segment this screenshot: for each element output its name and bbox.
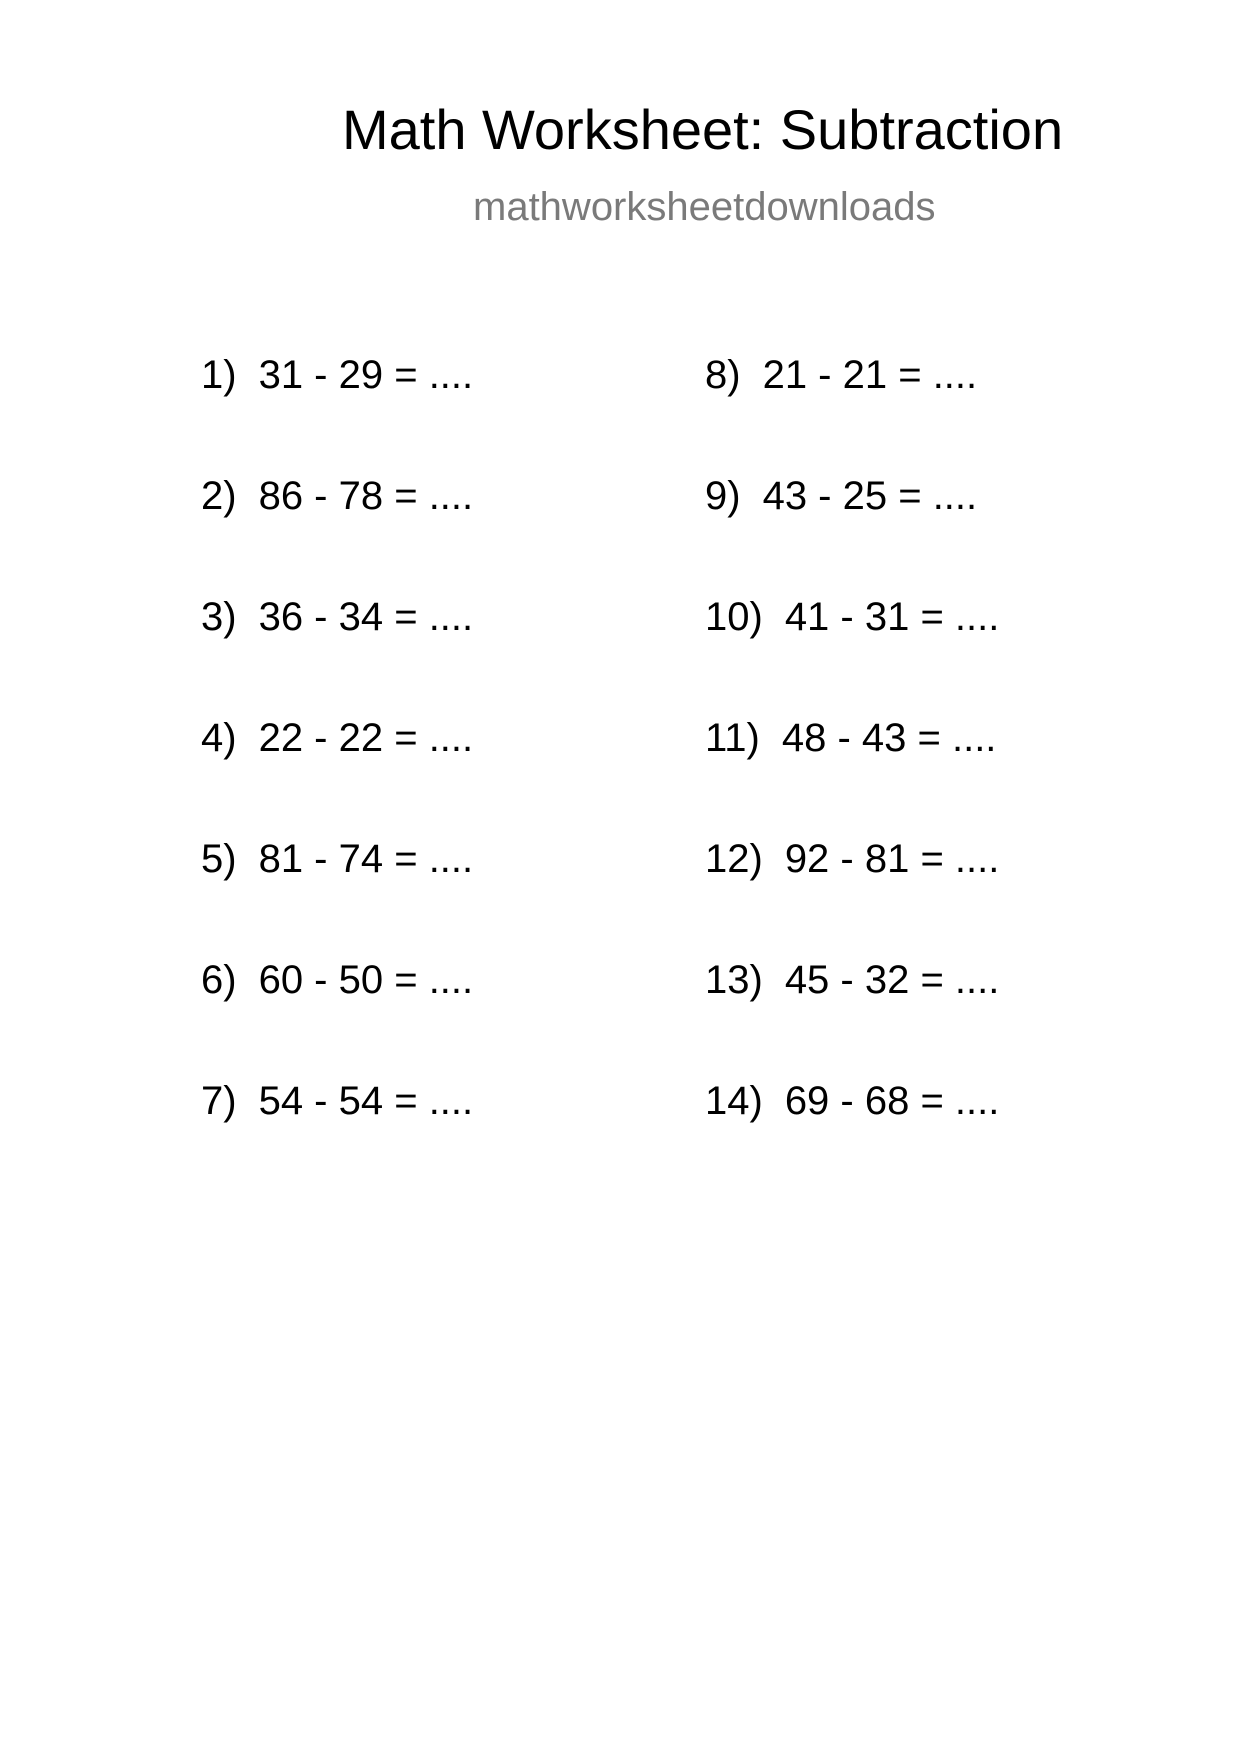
problem-number: 12)	[705, 837, 763, 881]
problem-column-right	[705, 352, 999, 1199]
problem-item	[201, 352, 473, 473]
problem-expression: 41 - 31 = ....	[784, 595, 1000, 639]
problem-number: 14)	[705, 1079, 763, 1123]
problem-item	[201, 957, 473, 1078]
problem-item	[201, 594, 473, 715]
problem-expression: 92 - 81 = ....	[784, 837, 1000, 881]
problem-item	[705, 473, 999, 594]
problem-item	[201, 836, 473, 957]
problem-number: 13)	[705, 958, 763, 1002]
problem-item	[705, 836, 999, 957]
problem-number: 4)	[201, 716, 237, 760]
problem-item	[705, 352, 999, 473]
problem-item	[705, 957, 999, 1078]
problem-expression: 69 - 68 = ....	[784, 1079, 1000, 1123]
problem-number: 6)	[201, 958, 237, 1002]
problem-number: 2)	[201, 474, 237, 518]
problem-number: 9)	[705, 474, 741, 518]
problem-number: 3)	[201, 595, 237, 639]
problem-number: 7)	[201, 1079, 237, 1123]
problem-column-left	[201, 352, 473, 1199]
page-title: Math Worksheet: Subtraction	[342, 98, 1064, 161]
problem-number: 11)	[705, 716, 760, 760]
problem-expression: 48 - 43 = ....	[781, 716, 997, 760]
problem-number: 10)	[705, 595, 763, 639]
problem-item	[201, 715, 473, 836]
problem-expression: 43 - 25 = ....	[762, 474, 978, 518]
problem-expression: 21 - 21 = ....	[762, 353, 978, 397]
problem-item	[705, 715, 999, 836]
page-subtitle: mathworksheetdownloads	[473, 185, 936, 229]
problem-expression: 36 - 34 = ....	[258, 595, 474, 639]
problem-item	[201, 1078, 473, 1199]
problem-item	[705, 1078, 999, 1199]
problem-number: 1)	[201, 353, 237, 397]
problem-expression: 86 - 78 = ....	[258, 474, 474, 518]
problem-expression: 31 - 29 = ....	[258, 353, 474, 397]
problem-item	[201, 473, 473, 594]
problem-number: 5)	[201, 837, 237, 881]
problem-expression: 81 - 74 = ....	[258, 837, 474, 881]
problem-expression: 22 - 22 = ....	[258, 716, 474, 760]
problem-expression: 45 - 32 = ....	[784, 958, 1000, 1002]
problem-expression: 60 - 50 = ....	[258, 958, 474, 1002]
problem-item	[705, 594, 999, 715]
problem-expression: 54 - 54 = ....	[258, 1079, 474, 1123]
problem-number: 8)	[705, 353, 741, 397]
